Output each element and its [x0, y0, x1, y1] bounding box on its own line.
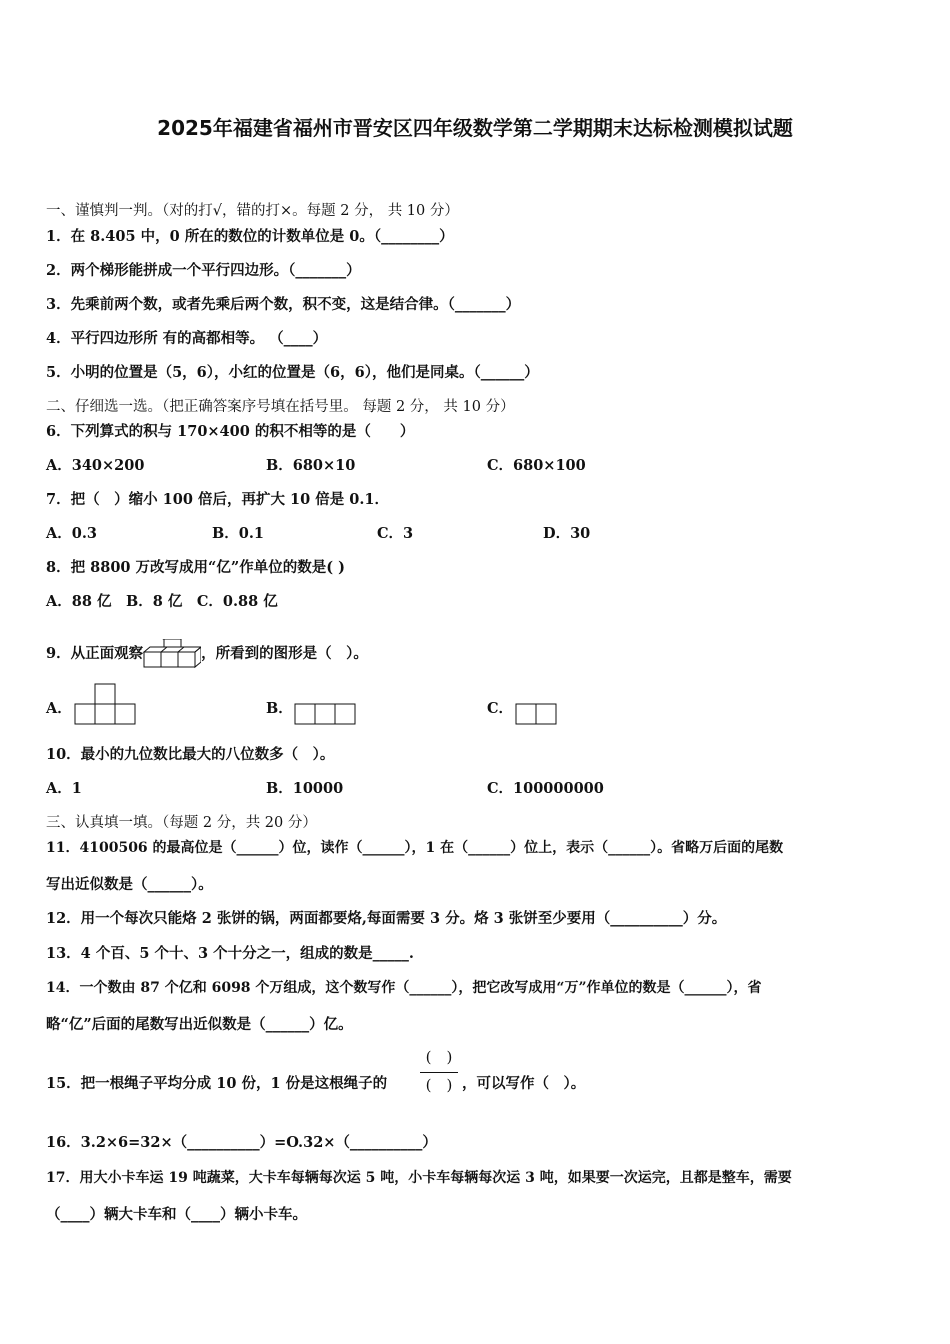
q9-option-c-figure: [515, 703, 559, 725]
question-14-line-2: 略“亿”后面的尾数写出近似数是（______）亿。: [46, 1016, 353, 1033]
question-13: 13．4 个百、5 个十、3 个十分之一，组成的数是_____.: [46, 945, 414, 962]
cube-stack-figure: [143, 639, 201, 669]
question-3: 3．先乘前两个数，或者先乘后两个数，积不变，这是结合律。（_______）: [46, 296, 521, 313]
question-8: 8．把 8800 万改写成用“亿”作单位的数是( ): [46, 559, 345, 576]
page-title: 2025年福建省福州市晋安区四年级数学第二学期期末达标检测模拟试题: [157, 116, 793, 140]
q7-option-a: A．0.3: [46, 525, 97, 542]
q10-option-a: A．1: [46, 780, 82, 797]
fraction-numerator: ( ): [425, 1048, 453, 1066]
section-heading-1: 一、谨慎判一判。（对的打√，错的打×。每题 2 分， 共 10 分）: [46, 203, 459, 219]
q9-option-c-label: C．: [487, 700, 514, 717]
q9-option-a-figure: [74, 683, 138, 725]
question-2: 2．两个梯形能拼成一个平行四边形。（_______）: [46, 262, 361, 279]
q7-option-b: B．0.1: [212, 525, 264, 542]
question-10: 10．最小的九位数比最大的八位数多（ ）。: [46, 746, 335, 763]
q10-option-b: B．10000: [266, 780, 344, 797]
question-5: 5．小明的位置是（5，6），小红的位置是（6，6），他们是同桌。（______）: [46, 364, 539, 381]
question-4: 4．平行四边形所 有的高都相等。 （____）: [46, 330, 328, 347]
q9-option-b-label: B．: [266, 700, 293, 717]
question-12: 12．用一个每次只能烙 2 张饼的锅，两面都要烙,每面需要 3 分。烙 3 张饼至少要用（__________）分。: [46, 910, 727, 927]
section-heading-2: 二、仔细选一选。（把正确答案序号填在括号里。 每题 2 分， 共 10 分）: [46, 399, 515, 415]
question-15-text-after: ，可以写作（ ）。: [462, 1075, 586, 1092]
q10-option-c: C．100000000: [487, 780, 604, 797]
section-heading-3: 三、认真填一填。（每题 2 分，共 20 分）: [46, 815, 317, 831]
q9-text-after: ，所看到的图形是（ ）。: [201, 645, 368, 662]
fraction-bar: [420, 1072, 458, 1073]
question-15-text-before: 15．把一根绳子平均分成 10 份，1 份是这根绳子的: [46, 1075, 388, 1092]
q8-options: A．88 亿 B．8 亿 C．0.88 亿: [46, 593, 278, 610]
q6-option-c: C．680×100: [487, 457, 586, 474]
q6-option-a: A．340×200: [46, 457, 145, 474]
question-9: [46, 639, 368, 669]
q6-option-b: B．680×10: [266, 457, 356, 474]
question-17-line-1: 17．用大小卡车运 19 吨蔬菜，大卡车每辆每次运 5 吨，小卡车每辆每次运 3 吨，如果要一次运完，且都是整车，需要: [46, 1170, 792, 1186]
q9-option-a-label: A．: [46, 700, 72, 717]
q7-option-d: D．30: [543, 525, 591, 542]
fraction-denominator: ( ): [425, 1076, 453, 1094]
question-16: 16．3.2×6=32×（__________）=O.32×（__________）: [46, 1134, 437, 1151]
q7-option-c: C．3: [377, 525, 414, 542]
question-11-line-1: 11．4100506 的最高位是（______）位，读作（______），1 在（______）位上，表示（______）。省略万后面的尾数: [46, 840, 784, 856]
question-17-line-2: （____）辆大卡车和（____）辆小卡车。: [46, 1206, 307, 1223]
q9-text-before: 9．从正面观察: [46, 645, 144, 662]
question-7: 7．把（ ）缩小 100 倍后，再扩大 10 倍是 0.1．: [46, 491, 389, 508]
question-6: 6．下列算式的积与 170×400 的积不相等的是（ ）: [46, 423, 415, 440]
q9-option-b-figure: [294, 703, 358, 725]
question-1: 1．在 8.405 中，0 所在的数位的计数单位是 0。（________）: [46, 228, 454, 245]
question-11-line-2: 写出近似数是（______）。: [46, 876, 213, 893]
question-14-line-1: 14．一个数由 87 个亿和 6098 个万组成，这个数写作（______），把它改写成用“万”作单位的数是（______），省: [46, 980, 762, 996]
blank-fraction: [418, 1046, 460, 1098]
